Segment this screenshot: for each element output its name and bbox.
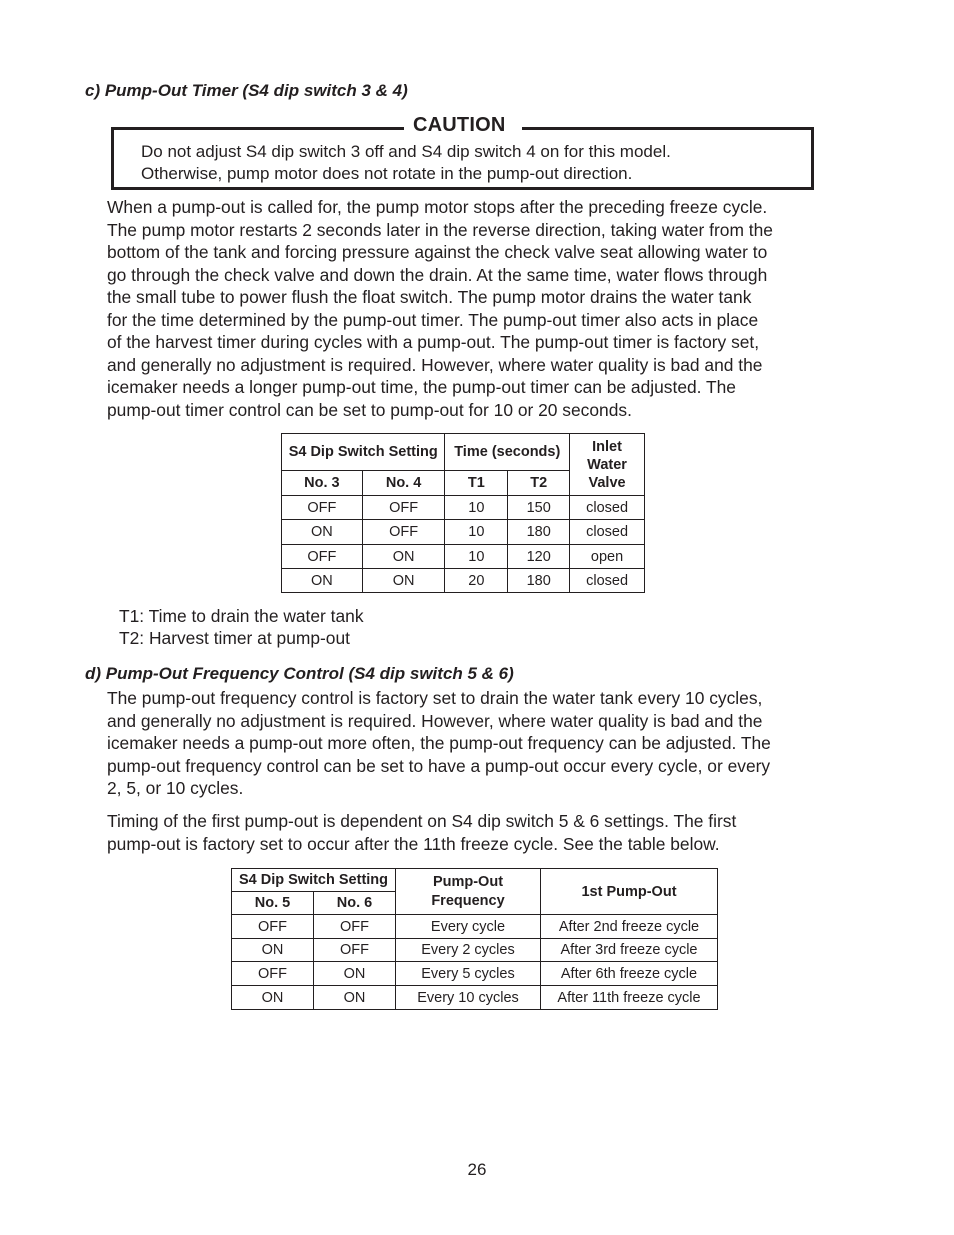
header-t2: T2 [508, 471, 570, 496]
body-line: of the harvest timer during cycles with a pump-out. The pump-out timer is factory set, [107, 332, 760, 352]
table-cell: OFF [282, 545, 363, 569]
header-first-pump-out: 1st Pump-Out [541, 869, 718, 915]
pump-out-frequency-table [231, 868, 718, 1010]
body-line: Timing of the first pump-out is dependent on S4 dip switch 5 & 6 settings. The first [107, 811, 737, 831]
header-switch-setting: S4 Dip Switch Setting [282, 434, 445, 471]
table-cell: open [570, 545, 645, 569]
table-row [282, 545, 645, 569]
caution-title: CAUTION [413, 114, 506, 136]
table-notes [119, 605, 364, 649]
table-cell: OFF [282, 496, 363, 520]
table-cell: 120 [508, 545, 570, 569]
table-row [232, 962, 718, 986]
table-cell: OFF [314, 915, 396, 939]
section-c-heading: c) Pump-Out Timer (S4 dip switch 3 & 4) [85, 81, 408, 100]
header-no6: No. 6 [314, 892, 396, 915]
body-line: and generally no adjustment is required. However, where water quality is bad and the [107, 710, 763, 731]
table-cell: ON [282, 569, 363, 593]
body-line: go through the check valve and down the drain. At the same time, water flows through [107, 264, 768, 285]
header-no5: No. 5 [232, 892, 314, 915]
body-line: and generally no adjustment is required. However, where water quality is bad and the [107, 354, 763, 375]
note-t2: T2: Harvest timer at pump-out [119, 628, 350, 648]
body-line: 2, 5, or 10 cycles. [107, 778, 244, 798]
table-cell: 150 [508, 496, 570, 520]
table-row [232, 915, 718, 939]
body-line: pump-out frequency control can be set to have a pump-out occur every cycle, or every [107, 755, 771, 776]
table-cell: After 11th freeze cycle [541, 986, 718, 1010]
table-cell: After 2nd freeze cycle [541, 915, 718, 939]
caution-line: Do not adjust S4 dip switch 3 off and S4 dip switch 4 on for this model. [141, 142, 671, 161]
table-cell: Every cycle [396, 915, 541, 939]
table-cell: 10 [445, 496, 508, 520]
header-t1: T1 [445, 471, 508, 496]
table-cell: OFF [232, 962, 314, 986]
body-line: the small tube to power flush the float switch. The pump motor drains the water tank [107, 287, 752, 307]
table-cell: After 6th freeze cycle [541, 962, 718, 986]
table-cell: 180 [508, 520, 570, 545]
table-cell: 180 [508, 569, 570, 593]
header-no4: No. 4 [362, 471, 445, 496]
table-cell: Every 5 cycles [396, 962, 541, 986]
section-d-body-2 [107, 810, 827, 855]
table-cell: ON [314, 986, 396, 1010]
caution-rule-left [111, 127, 404, 130]
header-inlet-valve: Inlet Water Valve [570, 434, 645, 496]
table-row [232, 939, 718, 962]
note-t1: T1: Time to drain the water tank [119, 606, 364, 626]
table-cell: OFF [314, 939, 396, 962]
page-number: 26 [467, 1160, 487, 1179]
table-cell: 20 [445, 569, 508, 593]
body-line: icemaker needs a pump-out more often, the pump-out frequency can be adjusted. The [107, 733, 771, 753]
table-cell: ON [362, 569, 445, 593]
table-row [282, 496, 645, 520]
caution-line: Otherwise, pump motor does not rotate in the pump-out direction. [141, 164, 633, 183]
table-cell: Every 2 cycles [396, 939, 541, 962]
section-c-body [107, 196, 827, 421]
body-line: The pump motor restarts 2 seconds later in the reverse direction, taking water from the [107, 219, 773, 240]
header-no3: No. 3 [282, 471, 363, 496]
table-cell: After 3rd freeze cycle [541, 939, 718, 962]
section-d-body [107, 687, 827, 800]
header-pump-out-frequency: Pump-Out Frequency [396, 869, 541, 915]
body-line: pump-out timer control can be set to pump-out for 10 or 20 seconds. [107, 399, 632, 420]
header-switch-setting: S4 Dip Switch Setting [232, 869, 396, 892]
table-cell: OFF [362, 496, 445, 520]
body-line: When a pump-out is called for, the pump motor stops after the preceding freeze cycle. [107, 197, 768, 217]
table-cell: Every 10 cycles [396, 986, 541, 1010]
body-line: bottom of the tank and forcing pressure against the check valve seat allowing water to [107, 242, 768, 262]
table-cell: ON [282, 520, 363, 545]
table-cell: ON [362, 545, 445, 569]
table-cell: closed [570, 520, 645, 545]
table-row [282, 569, 645, 593]
table-cell: ON [232, 939, 314, 962]
caution-rule-right [522, 127, 814, 130]
body-line: icemaker needs a longer pump-out time, the pump-out timer can be adjusted. The [107, 377, 736, 397]
table-cell: ON [232, 986, 314, 1010]
table-cell: ON [314, 962, 396, 986]
body-line: pump-out is factory set to occur after the 11th freeze cycle. See the table below. [107, 833, 720, 854]
pump-out-timer-table [281, 433, 645, 593]
table-cell: closed [570, 496, 645, 520]
table-cell: 10 [445, 520, 508, 545]
caution-text [141, 141, 791, 185]
section-d-heading: d) Pump-Out Frequency Control (S4 dip switch 5 & 6) [85, 664, 514, 683]
header-time: Time (seconds) [445, 434, 570, 471]
table-cell: OFF [232, 915, 314, 939]
table-cell: 10 [445, 545, 508, 569]
table-row [282, 520, 645, 545]
table-cell: OFF [362, 520, 445, 545]
body-line: for the time determined by the pump-out timer. The pump-out timer also acts in place [107, 309, 759, 330]
body-line: The pump-out frequency control is factory set to drain the water tank every 10 cycles, [107, 688, 763, 708]
table-row [232, 986, 718, 1010]
table-cell: closed [570, 569, 645, 593]
